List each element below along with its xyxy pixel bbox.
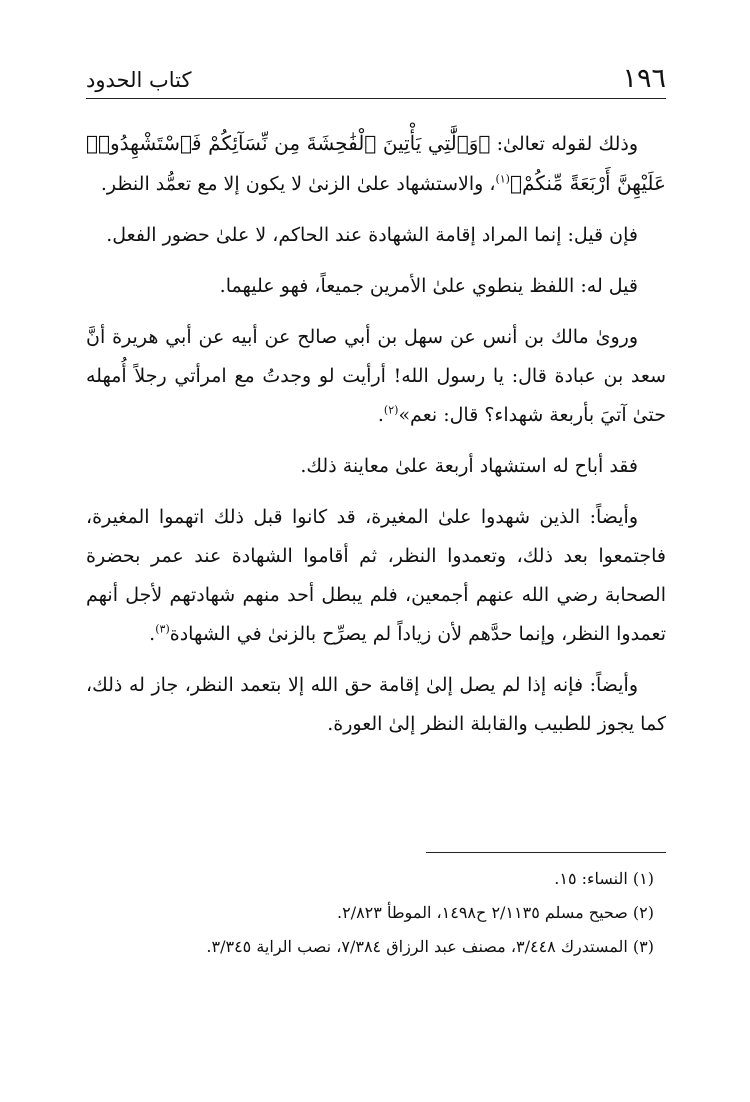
paragraph-analogy: وأيضاً: فإنه إذا لم يصل إلىٰ إقامة حق الله إلا بتعمد النظر، جاز له ذلك، كما يجوز للطبيب والقابلة النظر إلىٰ العورة.	[86, 674, 666, 735]
paragraph-mughira-text: وأيضاً: الذين شهدوا علىٰ المغيرة، قد كانوا قبل ذلك اتهموا المغيرة، فاجتمعوا بعد ذلك، وتعمدوا النظر، ثم أقاموا الشهادة عند عمر بحضرة الصحابة رضي الله عنهم أجمعين، فلم يبطل أحد منهم شهادتهم لأجل أنهم تعمدوا النظر، وإنما حدَّهم لأن زياداً لم يصرِّح بالزنىٰ في الشهادة	[86, 506, 666, 645]
footnote-ref-3: (٣)	[155, 622, 170, 636]
paragraph-objection: فإن قيل: إنما المراد إقامة الشهادة عند الحاكم، لا علىٰ حضور الفعل.	[106, 224, 638, 246]
page-number: ١٩٦	[622, 63, 666, 94]
main-text	[86, 124, 666, 744]
footnote-ref-2: (٢)	[383, 403, 399, 417]
paragraph-hadith	[86, 318, 666, 435]
footnotes	[86, 862, 666, 964]
footnote-3: (٣) المستدرك ٣/٤٤٨، مصنف عبد الرزاق ٧/٣٨٤، نصب الراية ٣/٣٤٥.	[206, 937, 654, 956]
paragraph-mughira-end: .	[149, 623, 156, 645]
footnote-1: (١) النساء: ١٥.	[554, 869, 654, 888]
footnote-divider	[426, 852, 666, 853]
quran-bracket-close: ﴾	[509, 171, 522, 195]
quran-bracket-open: ﴿	[478, 131, 491, 155]
paragraph-hadith-text: وروىٰ مالك بن أنس عن سهل بن أبي صالح عن أبيه عن أبي هريرة أنَّ سعد بن عبادة قال: يا رسول الله! أرأيت لو وجدتُ مع امرأتي رجلاً أُمهله حتىٰ آتيَ بأربعة شهداء؟ قال: نعم»	[86, 326, 666, 426]
paragraph-rest: ، والاستشهاد علىٰ الزنىٰ لا يكون إلا مع تعمُّد النظر.	[100, 173, 496, 195]
footnote-2: (٢) صحيح مسلم ٢/١١٣٥ ح١٤٩٨، الموطأ ٢/٨٢٣.	[337, 903, 654, 922]
paragraph-reply: قيل له: اللفظ ينطوي علىٰ الأمرين جميعاً، فهو عليهما.	[219, 275, 638, 297]
paragraph-mughira	[86, 498, 666, 654]
paragraph-quran-citation	[86, 124, 666, 204]
running-title: كتاب الحدود	[86, 68, 192, 92]
paragraph-hadith-end: .	[377, 404, 384, 426]
page-header	[86, 62, 666, 99]
footnote-ref-1: (١)	[495, 172, 510, 186]
paragraph-intro: وذلك لقوله تعالىٰ:	[490, 133, 638, 155]
paragraph-permission: فقد أباح له استشهاد أربعة علىٰ معاينة ذلك.	[300, 455, 638, 477]
quran-verse: وَٱلَّٰتِي يَأْتِينَ ٱلْفَٰحِشَةَ مِن نِّسَآئِكُمْ فَٱسْتَشْهِدُوا۟ عَلَيْهِنَّ أَرْبَعَةً مِّنكُمْ	[86, 131, 666, 195]
